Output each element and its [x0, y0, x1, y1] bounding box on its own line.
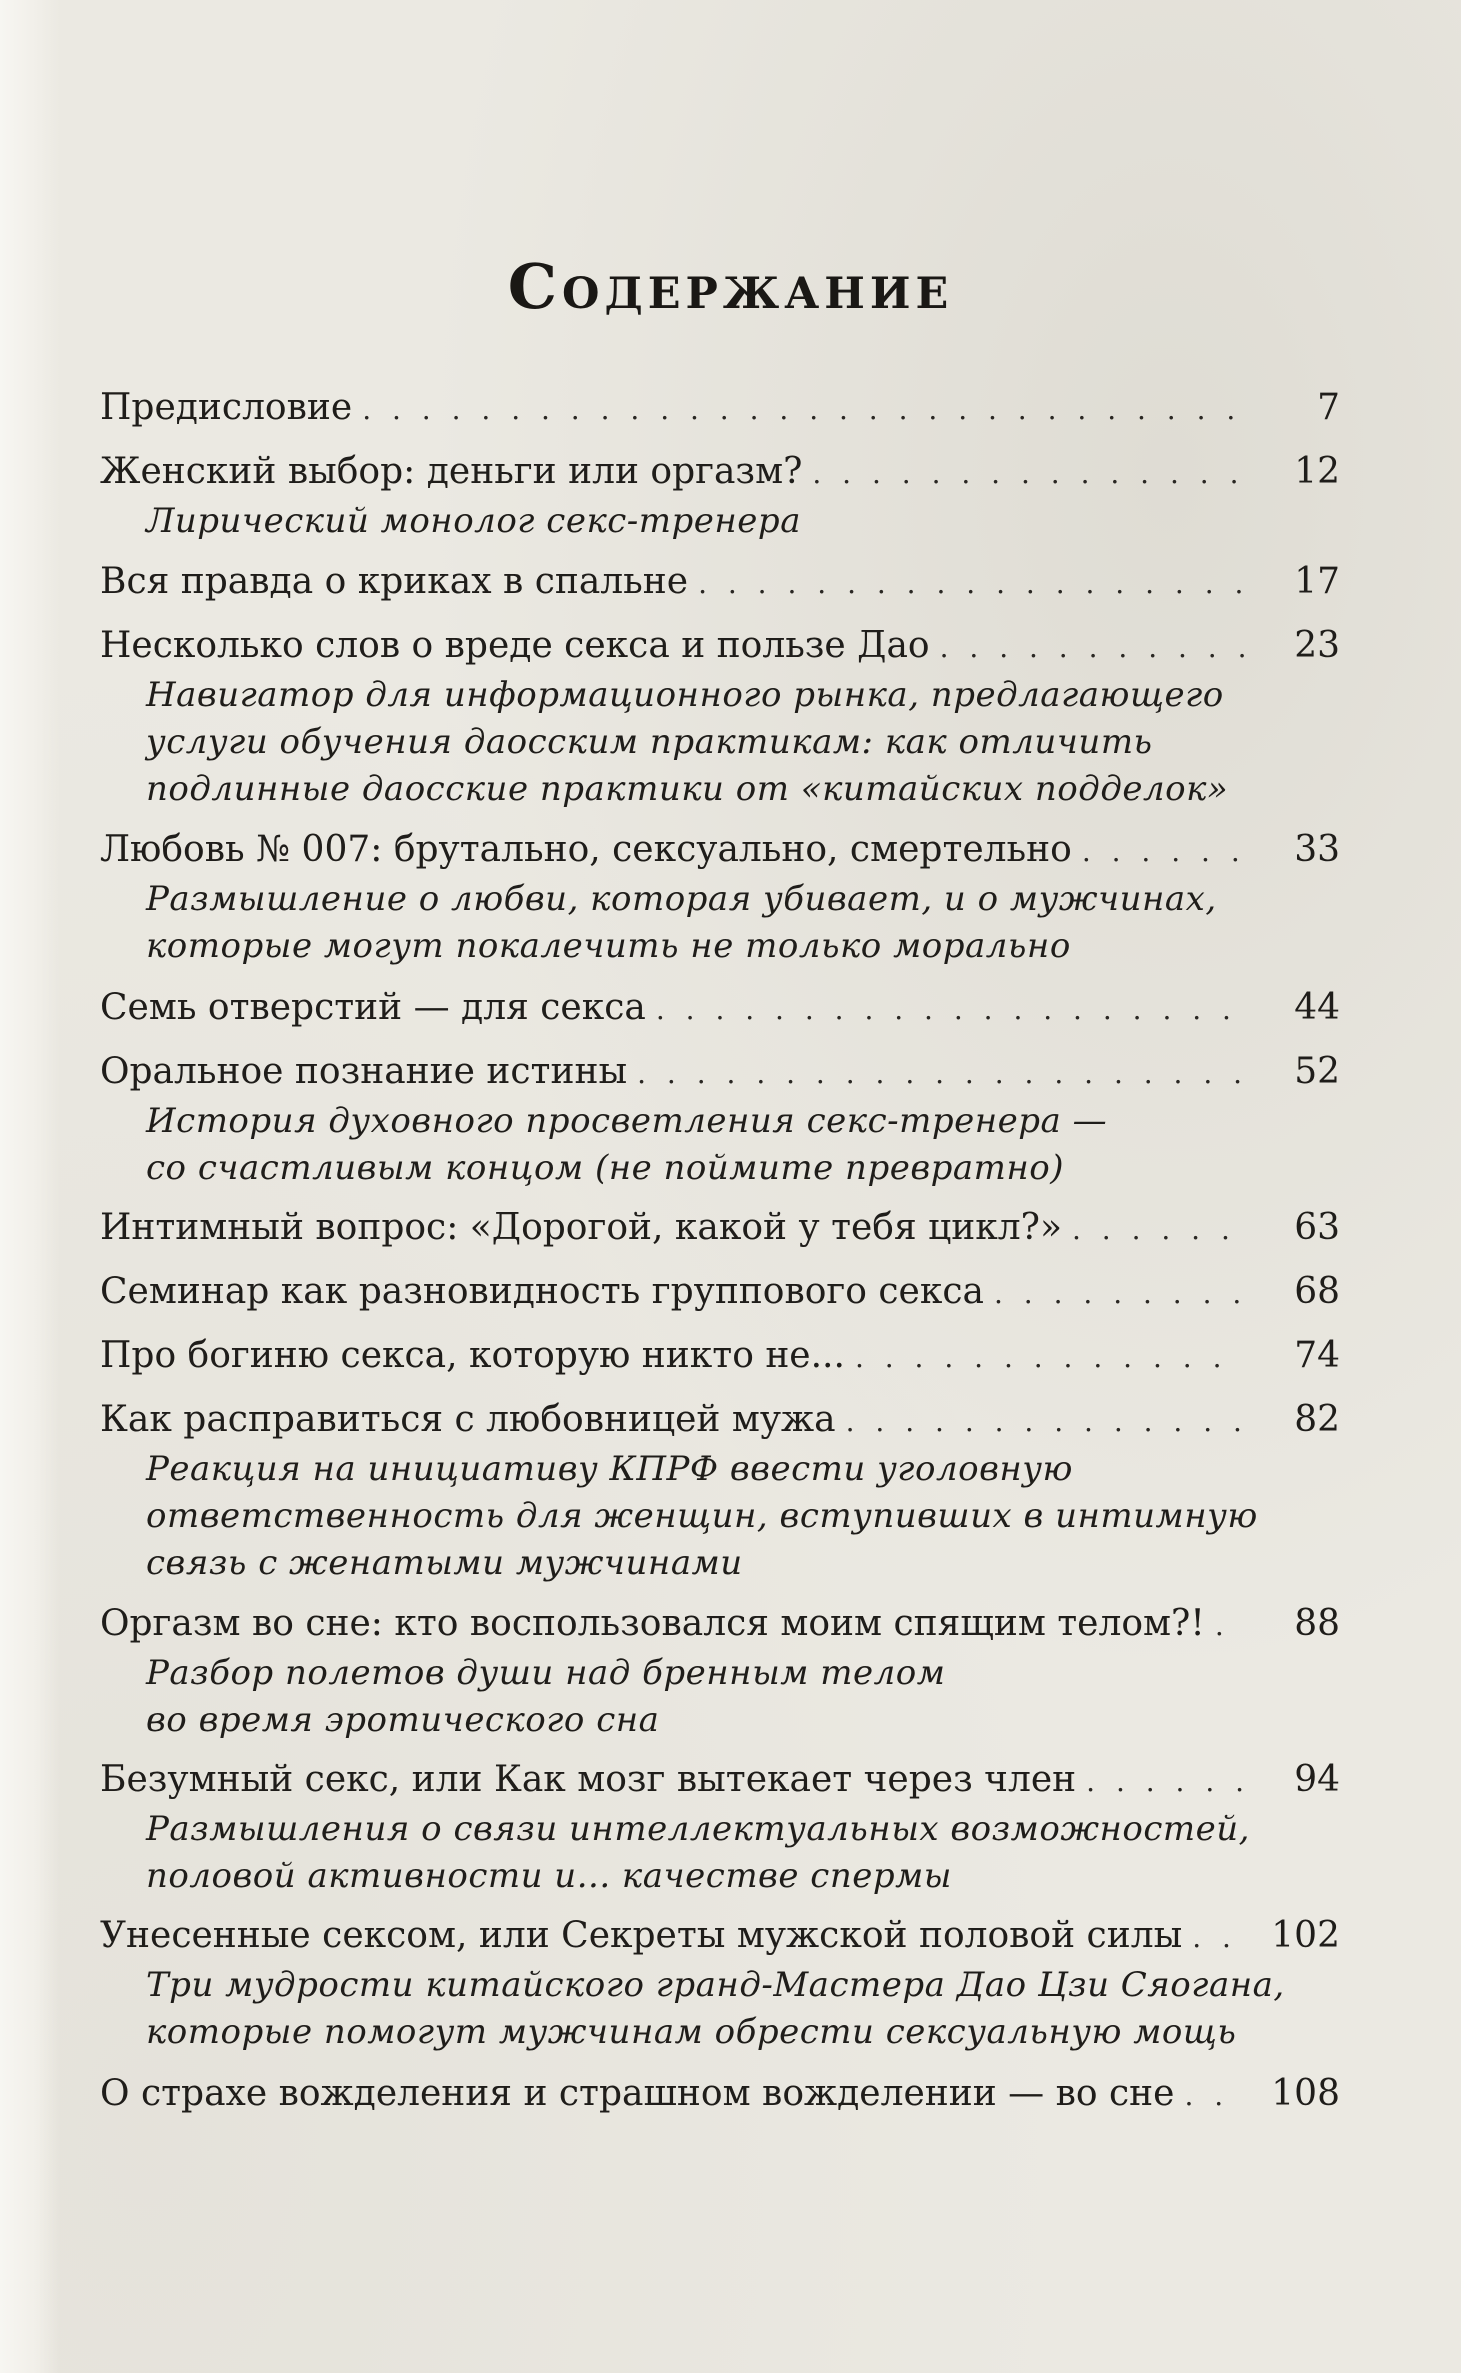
- dot-leader: [698, 560, 1244, 608]
- toc-entry-title: Оральное познание истины: [100, 1051, 628, 1092]
- toc-entry-title: Интимный вопрос: «Дорогой, какой у тебя цикл?»: [100, 1207, 1062, 1248]
- toc-entry-subtitle: ответственность для женщин, вступивших в интимную: [146, 1496, 1258, 1536]
- dot-leader: [846, 1398, 1244, 1446]
- dot-leader: [1086, 1758, 1244, 1806]
- toc-entry-page: 74: [1294, 1335, 1340, 1376]
- toc-entry: [100, 448, 1340, 545]
- page-edge: [0, 0, 60, 2373]
- toc-entry-page: 33: [1294, 829, 1340, 870]
- dot-leader: [656, 986, 1244, 1034]
- dot-leader: [994, 1270, 1244, 1318]
- toc-entry-title: Как расправиться с любовницей мужа: [100, 1399, 836, 1440]
- toc-entry-page: 12: [1294, 451, 1340, 492]
- toc-entry: [100, 1332, 1340, 1382]
- toc-entry: [100, 1912, 1340, 2056]
- toc-entry-page: 17: [1294, 561, 1340, 602]
- toc-entry-subtitle: Разбор полетов души над бренным телом: [146, 1653, 946, 1693]
- toc-entry-page: 7: [1317, 387, 1340, 428]
- dot-leader: [362, 386, 1244, 434]
- toc-entry-subtitle: Лирический монолог секс-тренера: [146, 501, 801, 541]
- toc-entry-title: Вся правда о криках в спальне: [100, 561, 689, 602]
- toc-entry: [100, 1600, 1340, 1744]
- toc-entry-page: 94: [1294, 1759, 1340, 1800]
- toc-entry-subtitle: во время эротического сна: [146, 1700, 660, 1740]
- toc-entry: [100, 1048, 1340, 1192]
- toc-entry: [100, 1756, 1340, 1900]
- toc-entry-page: 68: [1294, 1271, 1340, 1312]
- dot-leader: [1192, 1914, 1244, 1962]
- toc-entry-subtitle: со счастливым концом (не поймите превратно): [146, 1148, 1065, 1188]
- toc-entry-title: Безумный секс, или Как мозг вытекает через член: [100, 1759, 1077, 1800]
- toc-entry-title: Любовь № 007: брутально, сексуально, смертельно: [100, 829, 1072, 870]
- dot-leader: [940, 624, 1244, 672]
- toc-entry-subtitle: подлинные даосские практики от «китайских подделок»: [146, 769, 1229, 809]
- toc-entry-subtitle: История духовного просветления секс-тренера —: [146, 1101, 1108, 1141]
- toc-entry: [100, 2070, 1340, 2120]
- dot-leader: [1072, 1206, 1244, 1254]
- toc-entry-title: Семинар как разновидность группового секса: [100, 1271, 984, 1312]
- toc-entry-title: Семь отверстий — для секса: [100, 987, 646, 1028]
- toc-entry: [100, 622, 1340, 813]
- dot-leader: [637, 1050, 1244, 1098]
- toc-entry: [100, 984, 1340, 1034]
- toc-entry-subtitle: Три мудрости китайского гранд-Мастера Дао Цзи Сяогана,: [146, 1965, 1285, 2005]
- toc-entry-title: Женский выбор: деньги или оргазм?: [100, 451, 803, 492]
- toc-entry: [100, 1204, 1340, 1254]
- toc-entry-title: Унесенные сексом, или Секреты мужской половой силы: [100, 1915, 1183, 1956]
- toc-entry-page: 44: [1294, 987, 1340, 1028]
- toc-entry-subtitle: Размышления о связи интеллектуальных возможностей,: [146, 1809, 1250, 1849]
- dot-leader: [1082, 828, 1244, 876]
- toc-entry-subtitle: Навигатор для информационного рынка, предлагающего: [146, 675, 1224, 715]
- toc-entry-subtitle: половой активности и... качестве спермы: [146, 1856, 952, 1896]
- toc-entry-page: 52: [1294, 1051, 1340, 1092]
- toc-entry-page: 102: [1271, 1915, 1340, 1956]
- toc-entry-title: О страхе вожделения и страшном вожделении — во сне: [100, 2073, 1175, 2114]
- dot-leader: [1184, 2072, 1244, 2120]
- toc-entry: [100, 1396, 1340, 1587]
- toc-entry-page: 63: [1294, 1207, 1340, 1248]
- dot-leader: [855, 1334, 1244, 1382]
- toc-entry-page: 88: [1294, 1603, 1340, 1644]
- toc-entry-title: Несколько слов о вреде секса и пользе Дао: [100, 625, 930, 666]
- toc-entry: [100, 384, 1340, 434]
- toc-entry-page: 23: [1294, 625, 1340, 666]
- toc-entry-title: Предисловие: [100, 387, 353, 428]
- dot-leader: [812, 450, 1244, 498]
- page-title: Содержание: [507, 250, 954, 323]
- toc-entry: [100, 1268, 1340, 1318]
- toc-entry-subtitle: Реакция на инициативу КПРФ ввести уголовную: [146, 1449, 1073, 1489]
- toc-entry-subtitle: которые могут покалечить не только морально: [146, 926, 1071, 966]
- toc-entry-subtitle: услуги обучения даосским практикам: как отличить: [146, 722, 1153, 762]
- toc-entry-title: Оргазм во сне: кто воспользовался моим спящим телом?!: [100, 1603, 1205, 1644]
- toc-entry: [100, 558, 1340, 608]
- toc-entry-subtitle: связь с женатыми мужчинами: [146, 1543, 743, 1583]
- dot-leader: [1215, 1602, 1244, 1650]
- toc-entry-page: 82: [1294, 1399, 1340, 1440]
- toc-entry-subtitle: Размышление о любви, которая убивает, и о мужчинах,: [146, 879, 1217, 919]
- toc-entry-page: 108: [1271, 2073, 1340, 2114]
- toc-entry-title: Про богиню секса, которую никто не...: [100, 1335, 845, 1376]
- toc-entry-subtitle: которые помогут мужчинам обрести сексуальную мощь: [146, 2012, 1237, 2052]
- toc-entry: [100, 826, 1340, 970]
